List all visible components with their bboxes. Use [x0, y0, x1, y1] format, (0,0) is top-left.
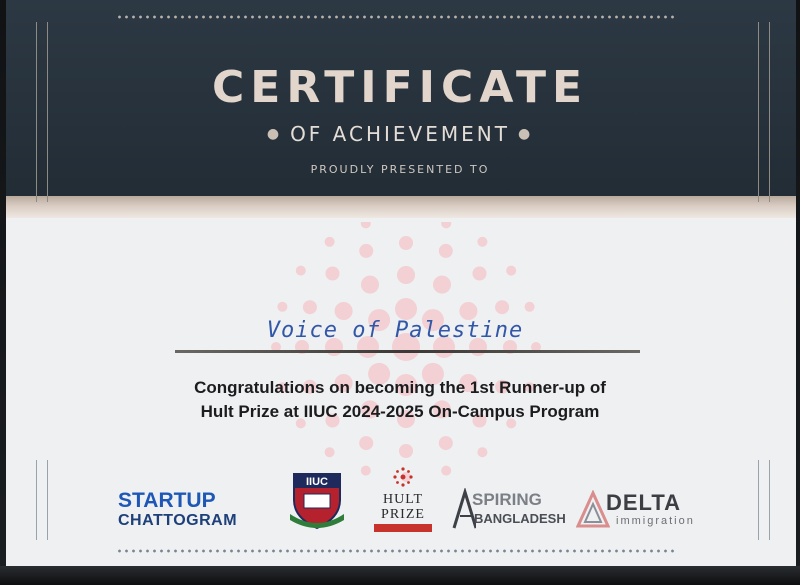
watermark-dot — [326, 267, 340, 281]
startup-chattogram-logo — [118, 490, 268, 530]
top-dot-border — [116, 14, 676, 20]
message-line-2: Hult Prize at IIUC 2024-2025 On-Campus Program — [200, 402, 600, 421]
watermark-dot — [303, 300, 317, 314]
iiuc-crest-icon — [286, 470, 348, 532]
name-underline — [175, 350, 640, 353]
delta-immigration-logo — [576, 488, 706, 532]
startup-logo-line1: STARTUP — [118, 489, 216, 512]
watermark-dot — [359, 244, 373, 258]
watermark-dot — [439, 436, 453, 450]
recipient-name: Voice of Palestine — [266, 318, 524, 343]
watermark-dot — [325, 447, 335, 457]
watermark-dot — [441, 466, 451, 476]
bullet-icon: ● — [266, 126, 283, 142]
watermark-dot — [477, 447, 487, 457]
message-line-1: Congratulations on becoming the 1st Runner-up of — [194, 378, 606, 397]
delta-triangle-icon — [576, 490, 610, 530]
hult-emblem-icon — [392, 466, 414, 488]
certificate-subtitle — [0, 122, 800, 146]
bullet-icon: ● — [517, 126, 534, 142]
watermark-dot — [361, 466, 371, 476]
watermark-dot — [495, 300, 509, 314]
hult-logo-bar — [374, 524, 432, 532]
watermark-dot — [433, 276, 451, 294]
startup-logo-line2: CHATTOGRAM — [118, 512, 238, 529]
watermark-dot — [399, 444, 413, 458]
hult-prize-logo — [372, 466, 434, 532]
aspiring-logo-line1: SPIRING — [472, 490, 542, 509]
watermark-dot — [473, 267, 487, 281]
watermark-dot — [525, 302, 535, 312]
watermark-dot — [277, 302, 287, 312]
achievement-message — [120, 376, 680, 424]
watermark-dot — [506, 266, 516, 276]
hult-logo-line1: HULT — [382, 492, 424, 507]
hult-logo-line2: PRIZE — [381, 507, 425, 522]
delta-logo-line1: DELTA — [606, 490, 682, 515]
subtitle-text: OF ACHIEVEMENT — [290, 122, 510, 146]
watermark-dot — [325, 237, 335, 247]
watermark-dot — [359, 436, 373, 450]
watermark-dot — [439, 244, 453, 258]
presented-to-label: PROUDLY PRESENTED TO — [310, 163, 490, 176]
certificate-title: CERTIFICATE — [211, 62, 589, 113]
watermark-dot — [296, 266, 306, 276]
left-bottom-line-ornament — [36, 460, 48, 540]
header-band — [6, 196, 796, 218]
frame-bottom-edge — [0, 566, 800, 585]
watermark-dot — [441, 222, 451, 228]
watermark-dot — [395, 298, 417, 320]
watermark-dot — [361, 276, 379, 294]
watermark-dot — [361, 222, 371, 228]
delta-logo-line2: immigration — [616, 515, 695, 527]
watermark-dot — [477, 237, 487, 247]
right-bottom-line-ornament — [758, 460, 770, 540]
bottom-dot-border — [116, 548, 676, 554]
iiuc-crest-text: IIUC — [306, 476, 328, 488]
aspiring-bangladesh-logo — [452, 488, 570, 532]
aspiring-logo-line2: BANGLADESH — [474, 511, 566, 526]
watermark-dot — [399, 236, 413, 250]
watermark-dot — [397, 266, 415, 284]
